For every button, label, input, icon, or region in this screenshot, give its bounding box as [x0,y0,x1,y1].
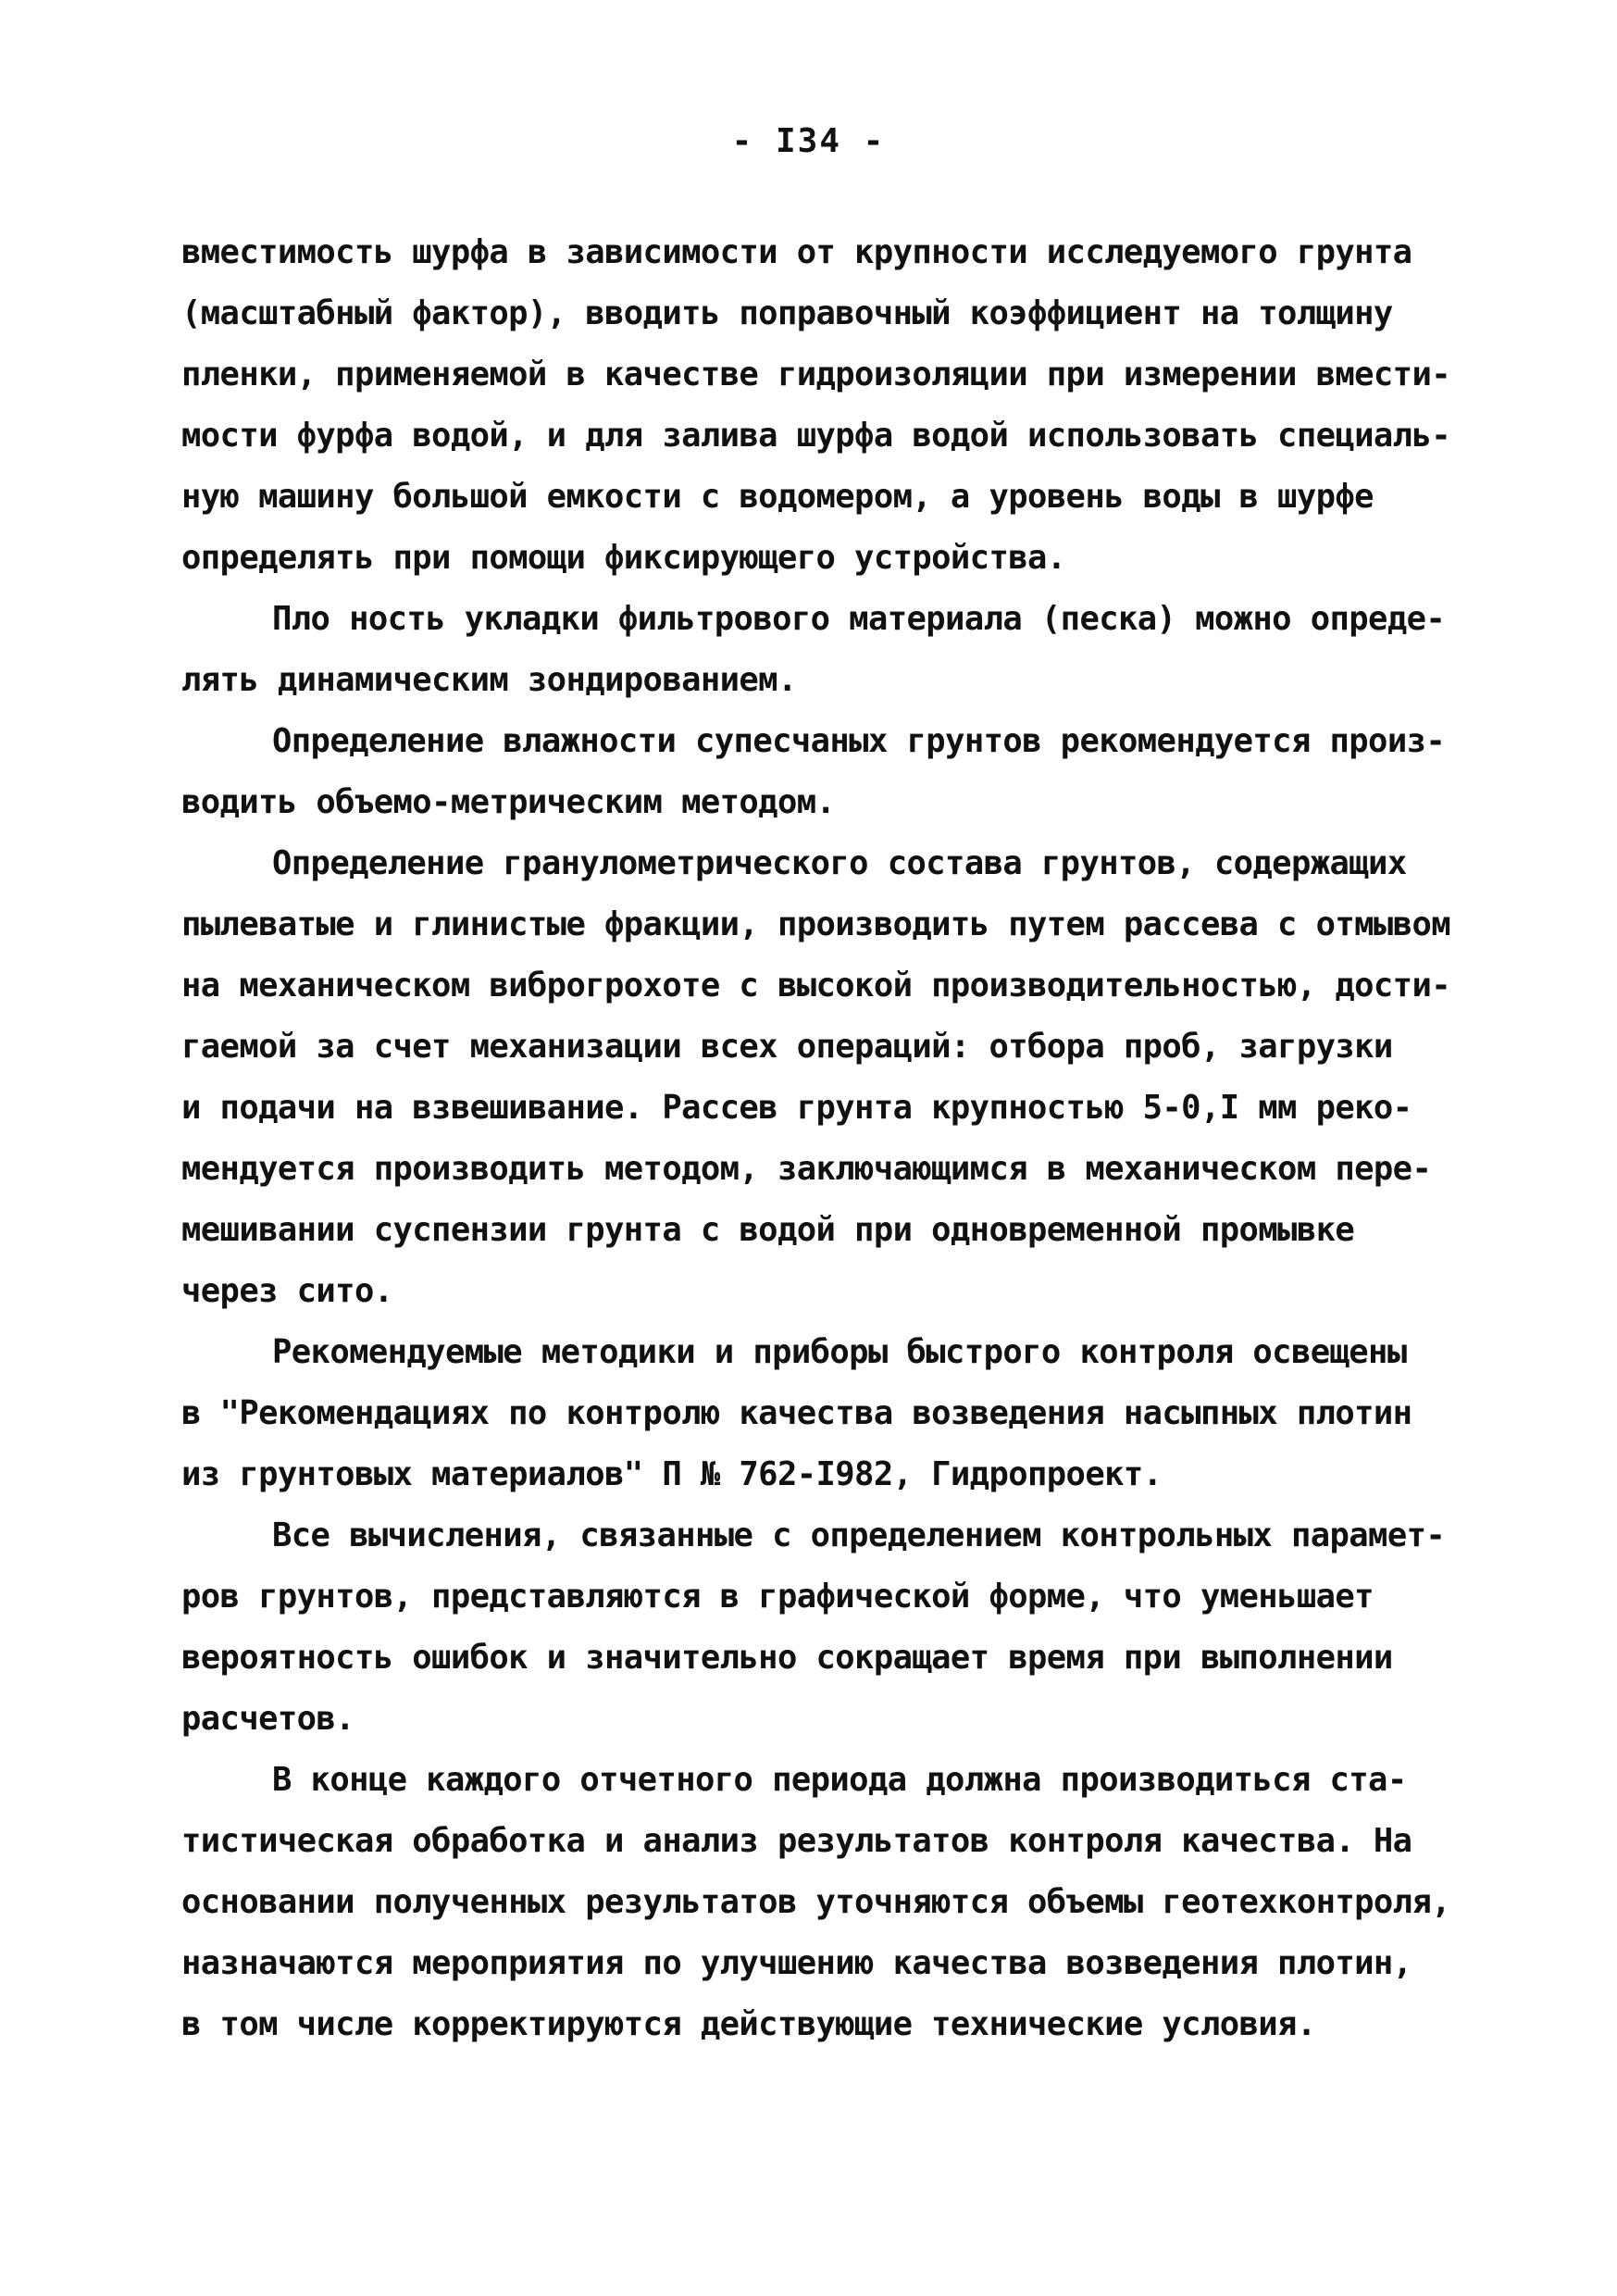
text-line: В конце каждого отчетного периода должна производиться ста- [272,1761,1407,1799]
text-line: ную машину большой емкости с водомером, а уровень воды в шурфе [181,478,1374,516]
text-line: расчетов. [181,1700,354,1738]
text-line: тистическая обработка и анализ результатов контроля качества. На [181,1822,1412,1860]
text-line: Определение гранулометрического состава грунтов, содержащих [272,844,1407,882]
text-line: назначаются мероприятия по улучшению качества возведения плотин, [181,1944,1412,1982]
text-line: через сито. [181,1272,393,1310]
text-line: лять динамическим зондированием. [181,661,797,699]
text-line: из грунтовых материалов" П № 762-I982, Гидропроект. [181,1455,1163,1493]
text-line: Пло ность укладки фильтрового материала (песка) можно опреде- [272,600,1446,638]
text-line: мендуется производить методом, заключающимся в механическом пере- [181,1150,1432,1188]
page-number: - I34 - [731,122,886,160]
text-line: гаемой за счет механизации всех операций: отбора проб, загрузки [181,1028,1393,1066]
text-line: мешивании суспензии грунта с водой при одновременной промывке [181,1211,1355,1249]
text-line: мости фурфа водой, и для залива шурфа водой использовать специаль- [181,417,1451,455]
text-line: пылеватые и глинистые фракции, производить путем рассева с отмывом [181,905,1451,943]
text-line: основании полученных результатов уточняются объемы геотехконтроля, [181,1883,1451,1921]
text-line: в "Рекомендациях по контролю качества возведения насыпных плотин [181,1394,1412,1432]
text-line: в том числе корректируются действующие технические условия. [181,2005,1316,2043]
text-line: (масштабный фактор), вводить поправочный коэффициент на толщину [181,294,1393,332]
text-line: ров грунтов, представляются в графической форме, что уменьшает [181,1578,1374,1616]
text-line: Рекомендуемые методики и приборы быстрого контроля освещены [272,1333,1407,1371]
text-line: определять при помощи фиксирующего устройства. [181,539,1066,577]
body-text [181,222,1449,2055]
text-line: вместимость шурфа в зависимости от крупности исследуемого грунта [181,233,1412,271]
text-line: пленки, применяемой в качестве гидроизоляции при измерении вмести- [181,356,1451,393]
text-line: Определение влажности супесчаных грунтов рекомендуется произ- [272,722,1446,760]
text-line: вероятность ошибок и значительно сокращает время при выполнении [181,1639,1393,1677]
text-line: на механическом виброгрохоте с высокой производительностью, дости- [181,967,1451,1004]
text-line: водить объемо-метрическим методом. [181,783,836,821]
text-line: и подачи на взвешивание. Рассев грунта крупностью 5-0,I мм реко- [181,1089,1412,1127]
text-line: Все вычисления, связанные с определением контрольных парамет- [272,1516,1446,1554]
